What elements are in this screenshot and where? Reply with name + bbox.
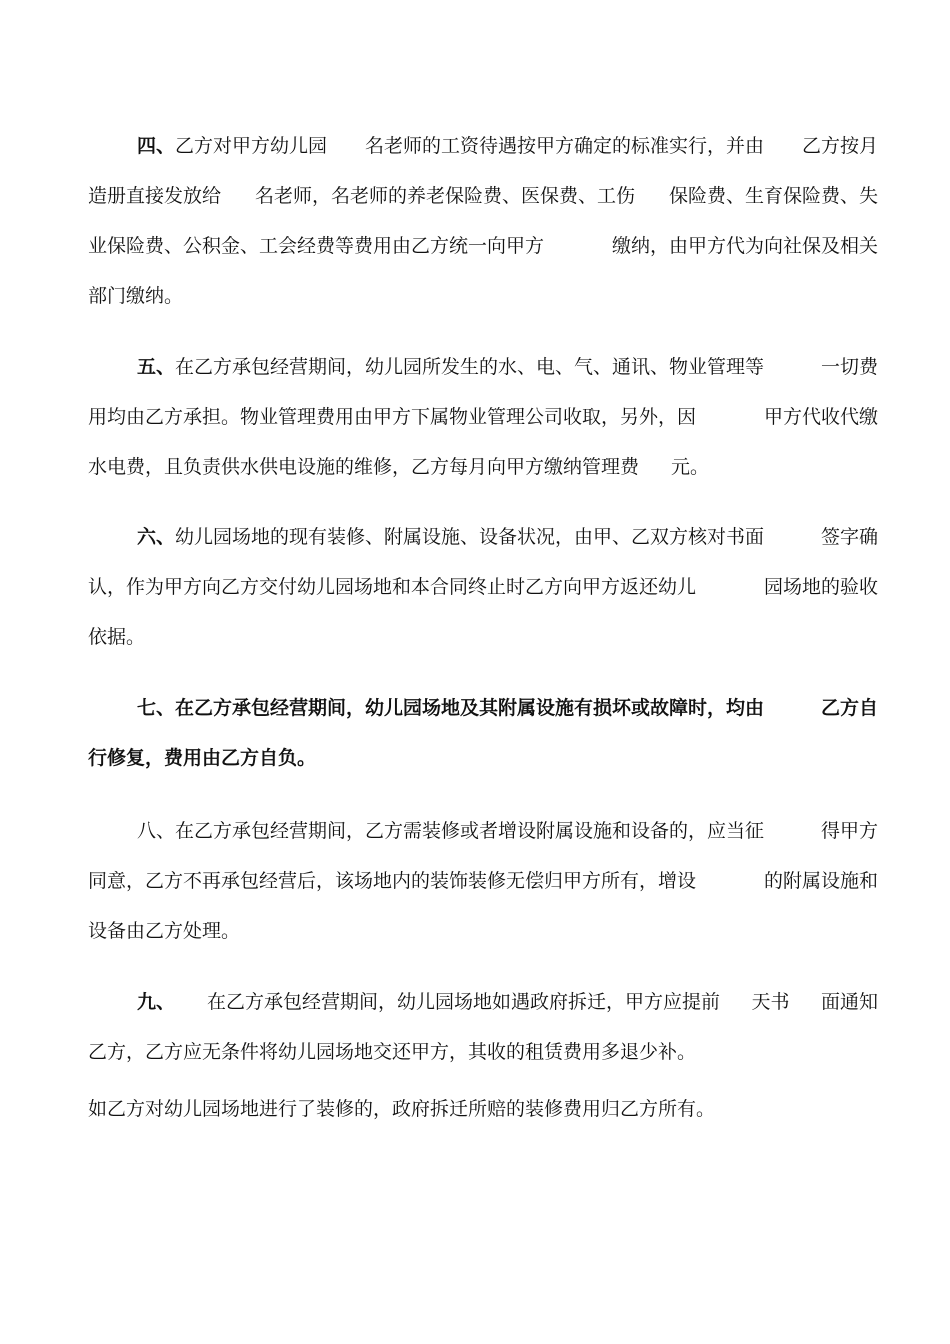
clause-6-line-2 (88, 572, 878, 602)
clause-6-text: 幼儿园场地的现有装修、附属设施、设备状况，由甲、乙双方核对书面 (175, 526, 765, 548)
clause-9-line-2 (88, 1037, 878, 1067)
clause-5-text: 元。 (671, 456, 710, 478)
clause-9-number: 九、 (137, 991, 176, 1013)
clause-8-line-1 (137, 816, 878, 846)
clause-4-line-3 (88, 231, 878, 261)
clause-4-line-2 (88, 181, 878, 211)
clause-6-line-1 (137, 522, 878, 552)
clause-5-text: 在乙方承包经营期间，幼儿园所发生的水、电、气、通讯、物业管理等 (175, 356, 765, 378)
clause-4-number: 四、 (137, 135, 176, 157)
clause-9-line-1 (137, 987, 878, 1017)
clause-7-text: 行修复，费用由乙方自负。 (88, 747, 317, 769)
clause-8-text: 的附属设施和 (763, 870, 878, 892)
clause-4-text: 部门缴纳。 (88, 285, 184, 307)
clause-4-line-4 (88, 281, 878, 311)
clause-4-text: 名老师，名老师的养老保险费、医保费、工伤 (254, 185, 635, 207)
clause-5-number: 五、 (137, 356, 176, 378)
clause-5-line-2 (88, 402, 878, 432)
clause-9-text: 如乙方对幼儿园场地进行了装修的，政府拆迁所赔的装修费用归乙方所有。 (88, 1098, 716, 1120)
clause-8-text: 同意，乙方不再承包经营后，该场地内的装饰装修无偿归甲方所有，增设 (88, 870, 697, 892)
clause-8-text: 在乙方承包经营期间，乙方需装修或者增设附属设施和设备的，应当征 (175, 820, 765, 842)
clause-4-text: 乙方对甲方幼儿园 (175, 135, 328, 157)
clause-5-text: 甲方代收代缴 (763, 406, 878, 428)
clause-6-text: 签字确 (820, 526, 878, 548)
clause-8-text: 得甲方 (820, 820, 878, 842)
clause-4-text: 名老师的工资待遇按甲方确定的标准实行，并由 (365, 135, 765, 157)
clause-7-text: 在乙方承包经营期间，幼儿园场地及其附属设施有损坏或故障时，均由 (175, 697, 765, 719)
clause-5-text: 一切费 (820, 356, 878, 378)
clause-8-text: 设备由乙方处理。 (88, 920, 241, 942)
clause-6-number: 六、 (137, 526, 176, 548)
clause-8-line-2 (88, 866, 878, 896)
clause-4-text: 缴纳，由甲方代为向社保及相关 (611, 235, 878, 257)
clause-8-line-3 (88, 916, 878, 946)
clause-5-line-1 (137, 352, 878, 382)
clause-6-line-3 (88, 622, 878, 652)
clause-6-text: 依据。 (88, 626, 146, 648)
clause-9-text: 在乙方承包经营期间，幼儿园场地如遇政府拆迁，甲方应提前 (207, 991, 721, 1013)
clause-4-text: 造册直接发放给 (88, 185, 222, 207)
clause-5-text: 用均由乙方承担。物业管理费用由甲方下属物业管理公司收取，另外，因 (88, 406, 697, 428)
clause-7-number: 七、 (137, 697, 176, 719)
clause-5-text: 水电费，且负责供水供电设施的维修，乙方每月向甲方缴纳管理费 (88, 456, 640, 478)
clause-7-line-2 (88, 743, 878, 773)
clause-4-text: 业保险费、公积金、工会经费等费用由乙方统一向甲方 (88, 235, 545, 257)
clause-9-text: 乙方，乙方应无条件将幼儿园场地交还甲方，其收的租赁费用多退少补。 (88, 1041, 697, 1063)
clause-8-number: 八、 (137, 820, 176, 842)
clause-5-line-3 (88, 452, 878, 482)
clause-4-text: 保险费、生育保险费、失 (668, 185, 878, 207)
clause-7-line-1 (137, 693, 878, 723)
clause-9-line-3 (88, 1094, 878, 1124)
clause-4-text: 乙方按月 (801, 135, 878, 157)
clause-9-text: 面通知 (820, 991, 878, 1013)
clause-6-text: 认，作为甲方向乙方交付幼儿园场地和本合同终止时乙方向甲方返还幼儿 (88, 576, 697, 598)
clause-7-text: 乙方自 (820, 697, 878, 719)
clause-9-text: 天书 (751, 991, 790, 1013)
clause-6-text: 园场地的验收 (763, 576, 878, 598)
clause-4-line-1 (137, 131, 878, 161)
